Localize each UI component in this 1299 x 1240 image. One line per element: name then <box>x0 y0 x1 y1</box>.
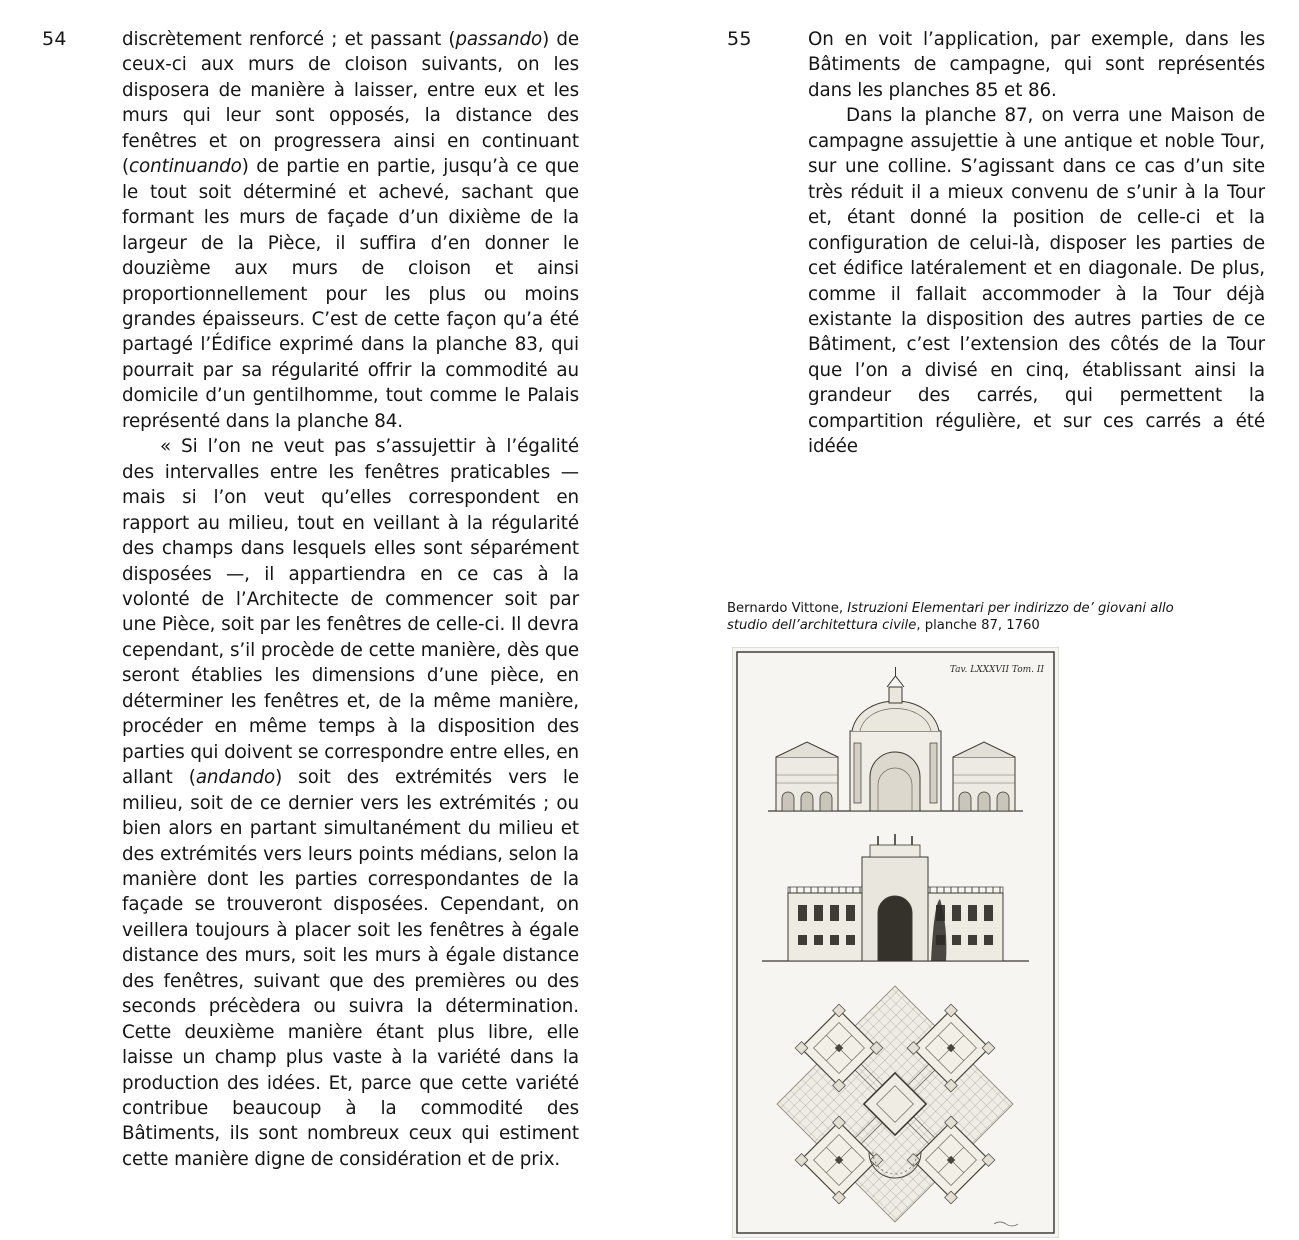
plate-figure <box>732 647 1059 1238</box>
left-text-column <box>122 27 579 1172</box>
paragraph: discrètement renforcé ; et passant (passando) de ceux-ci aux murs de cloison suivants, on les disposera de manière à laisser, entre eux et les murs qui leur sont opposés, la distance des fenêtres et on progressera ainsi en continuant (continuando) de partie en partie, jusqu’à ce que le tout soit déterminé et achevé, sachant que formant les murs de façade d’un dixième de la largeur de la Pièce, il suffira d’en donner le douzième aux murs de cloison et ainsi proportionnellement pour les plus ou moins grandes épaisseurs. C’est de cette façon qu’a été partagé l’Édifice exprimé dans la planche 83, qui pourrait par sa régularité offrir la commodité au domicile d’un gentilhomme, tout comme le Palais représenté dans la planche 84. <box>122 29 579 432</box>
plate-number-label: Tav. LXXXVII Tom. II <box>949 665 1044 675</box>
paragraph: On en voit l’application, par exemple, dans les Bâtiments de campagne, qui sont représentés dans les planches 85 et 86. <box>808 29 1265 101</box>
plate-engraving <box>732 647 1059 1238</box>
page-number-left: 54 <box>42 28 67 50</box>
right-text-column <box>808 27 1265 460</box>
paragraph: « Si l’on ne veut pas s’assujettir à l’égalité des intervalles entre les fenêtres praticables — mais si l’on veut qu’elles correspondent en rapport au milieu, tout en veillant à la régularité des champs dans lesquels elles sont séparément disposées —, il appartiendra en ce cas à la volonté de l’Architecte de commencer soit par une Pièce, soit par les fenêtres de celle-ci. Il devra cependant, s’il procède de cette manière, dès que seront établies les dimensions d’une pièce, en déterminer les fenêtres et, de la même manière, procéder en même temps à la disposition des parties qui doivent se correspondre entre elles, en allant (andando) soit des extrémités vers le milieu, soit de ce dernier vers les extrémités ; ou bien alors en partant simultanément du milieu et des extrémités vers leurs points médians, selon la manière dont les parties correspondantes de la façade se trouveront disposées. Cependant, on veillera toujours à placer soit les fenêtres à égale distance des murs, soit les murs à égale distance des fenêtres, suivant que des premières ou des seconds précèdera ou suivra la détermination. Cette deuxième manière étant plus libre, elle laisse un champ plus vaste à la variété dans la production des idées. Et, parce que cette variété contribue beaucoup à la commodité des Bâtiments, ils sont nombreux ceux qui estiment cette manière digne de considération et de prix. <box>122 436 579 1170</box>
figure-caption: Bernardo Vittone, Istruzioni Elementari per indirizzo de’ giovani allo studio dell’architettura civile, planche 87, 1760 <box>727 601 1174 633</box>
paragraph: Dans la planche 87, on verra une Maison de campagne assujettie à une antique et noble Tour, sur une colline. S’agissant dans ce cas d’un site très réduit il a mieux convenu de s’unir à la Tour et, étant donné la position de celle-ci et la configuration de celui-là, disposer les parties de cet édifice latéralement et en diagonale. De plus, comme il fallait accommoder à la Tour déjà existante la disposition des autres parties de ce Bâtiment, c’est l’extension des côtés de la Tour que l’on a divisé en cinq, établissant ainsi la grandeur des carrés, qui permettent la compartition régulière, et sur ces carrés a été idéée <box>808 105 1265 458</box>
page-number-right: 55 <box>727 28 752 50</box>
